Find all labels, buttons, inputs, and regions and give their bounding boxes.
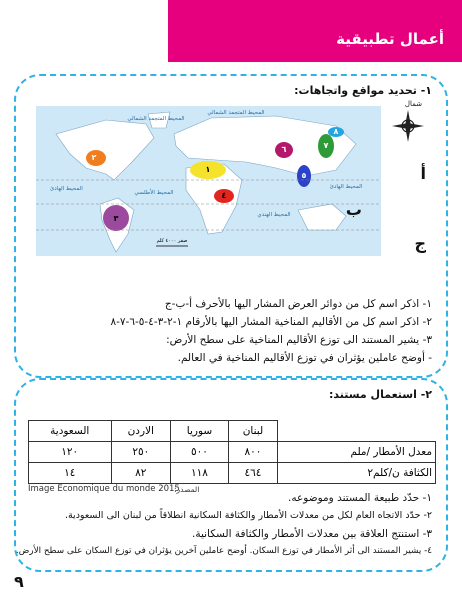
region-number-4: ٤ (221, 191, 227, 200)
table-cell: ٨٠٠ (228, 442, 277, 463)
rainfall-density-table (28, 420, 436, 484)
table-cell: ٢٥٠ (111, 442, 171, 463)
question-1: ١- حدّد طبيعة المستند وموضوعه. (288, 492, 432, 504)
question-4: - أوضح عاملين يؤثران في توزع الأقاليم المناخية في العالم. (177, 352, 432, 364)
section-2-title: ٢- استعمال مستند: (328, 388, 432, 401)
table-cell: ١١٨ (171, 463, 229, 484)
source-label: المصدر: (174, 485, 200, 494)
table-cell: ١٢٠ (29, 442, 112, 463)
page-number: ٩ (14, 572, 24, 591)
table-cell: ١٤ (29, 463, 112, 484)
table-row-label: معدل الأمطار /ملم (277, 442, 435, 463)
question-4: ٤- يشير المستند الى أثر الأمطار في توزع السكان. أوضح عاملين آخرين يؤثران في توزع السكان على سطح الأرض. (15, 546, 432, 556)
region-number-3: ٣ (113, 214, 119, 223)
table-cell: ٥٠٠ (171, 442, 229, 463)
region-number-2: ٢ (91, 153, 97, 162)
map-scale: صفر ٤٠٠٠ كلم (156, 238, 188, 244)
compass-label: شمال (404, 100, 422, 108)
section-1-title: ١- تحديد مواقع واتجاهات: (294, 84, 432, 97)
table-header-cell: السعودية (29, 421, 112, 442)
ocean-label-pacific-west: المحيط الهادئ (50, 186, 83, 192)
table-header-cell: لبنان (228, 421, 277, 442)
latitude-letter-c: ج (414, 234, 426, 253)
latitude-letter-a: أ (420, 164, 426, 183)
ocean-label-pacific-east: المحيط الهادئ (329, 184, 363, 190)
table-header-row (29, 421, 436, 442)
latitude-letter-b: ب (345, 200, 362, 219)
table-corner (277, 421, 435, 442)
table-row (29, 463, 436, 484)
region-number-1: ١ (205, 165, 211, 174)
region-number-7: ٧ (323, 141, 329, 150)
compass-icon (388, 106, 428, 146)
region-number-6: ٦ (281, 145, 287, 154)
ocean-label-arctic-2: المحيط المتجمد الشمالي (127, 116, 185, 122)
table-header-cell: سوريا (171, 421, 229, 442)
ocean-label-atlantic: المحيط الأطلسي (134, 190, 174, 196)
table-header-cell: الاردن (111, 421, 171, 442)
table-row (29, 442, 436, 463)
question-1: ١- اذكر اسم كل من دوائر العرض المشار اليها بالأحرف أ-ب-ج (164, 298, 432, 310)
page-title: أعمال تطبيقية (336, 30, 444, 48)
section-document-box (14, 378, 448, 572)
question-2: ٢- حدّد الاتجاه العام لكل من معدلات الأمطار والكثافة السكانية انطلاقاً من لبنان الى السعودية. (64, 510, 432, 521)
question-3: ٣- يشير المستند الى توزع الأقاليم المناخية على سطح الأرض: (166, 334, 432, 346)
region-number-5: ٥ (301, 171, 307, 180)
world-climate-map (36, 106, 381, 256)
ocean-label-arctic: المحيط المتجمد الشمالي (207, 110, 265, 116)
section-locations-box (14, 74, 448, 378)
table-row-label: الكثافة ن/كلم٢ (277, 463, 435, 484)
region-number-8: ٨ (333, 127, 339, 136)
source-citation: Image Economique du monde 2015 (28, 484, 180, 494)
question-2: ٢- اذكر اسم كل من الأقاليم المناخية المشار اليها بالأرقام ١-٢-٣-٤-٥-٦-٧-٨ (110, 316, 432, 328)
ocean-label-indian: المحيط الهندي (257, 212, 291, 218)
question-3: ٣- استنتج العلاقة بين معدلات الأمطار والكثافة السكانية. (192, 528, 432, 540)
table-cell: ٨٢ (111, 463, 171, 484)
table-cell: ٤٦٤ (228, 463, 277, 484)
